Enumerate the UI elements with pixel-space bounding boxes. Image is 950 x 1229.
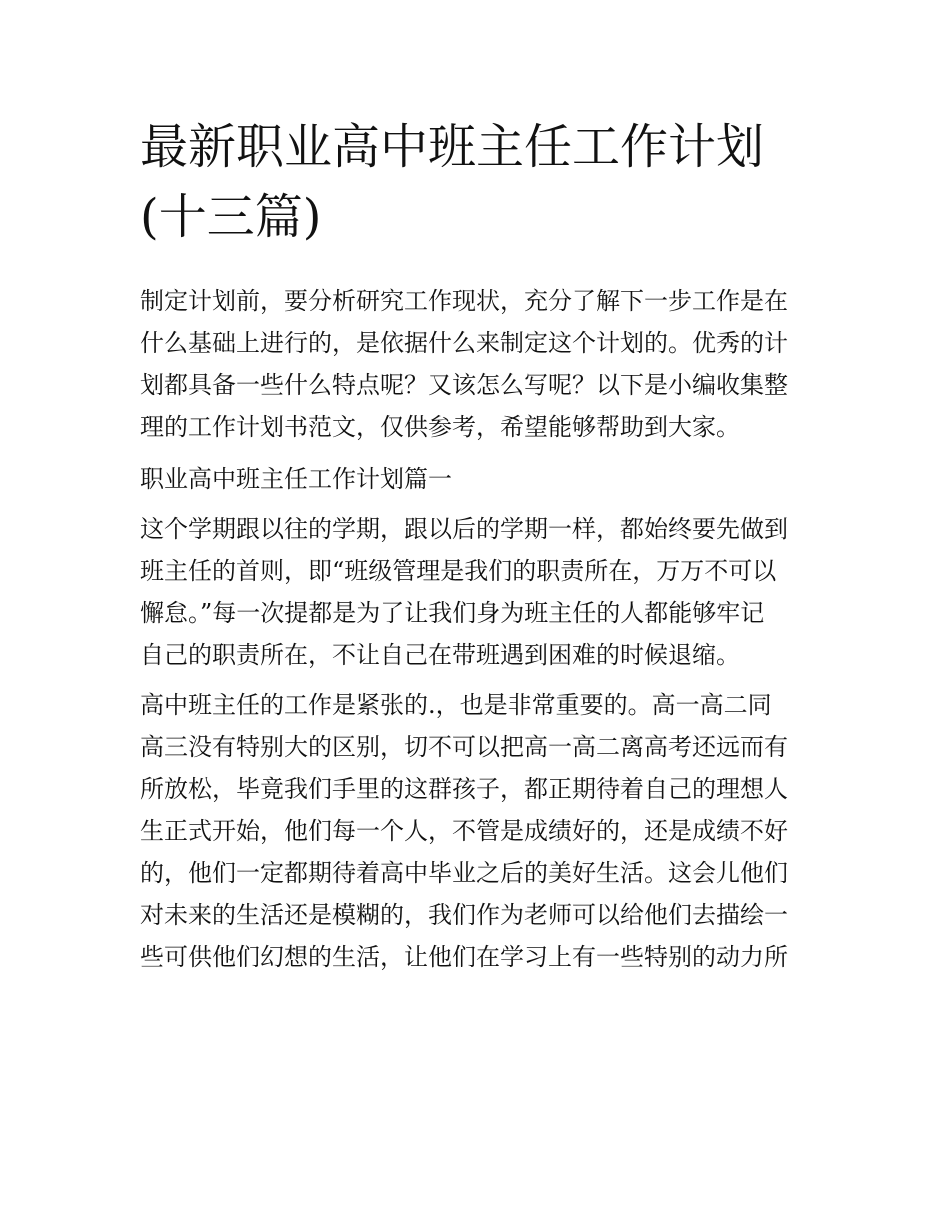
intro-line-2: 什么基础上进行的，是依据什么来制定这个计划的。优秀的计 — [140, 329, 788, 357]
paragraph2-line-5: 的，他们一定都期待着高中毕业之后的美好生活。这会儿他们 — [140, 859, 788, 887]
paragraph2-line-7: 些可供他们幻想的生活，让他们在学习上有一些特别的动力所 — [140, 943, 788, 971]
paragraph2-line-4: 生正式开始，他们每一个人，不管是成绩好的，还是成绩不好 — [140, 817, 788, 845]
paragraph1-line-2: 班主任的首则，即“班级管理是我们的职责所在，万万不可以 — [140, 557, 777, 585]
document-body — [140, 280, 820, 978]
title-line-2: (十三篇) — [140, 189, 322, 245]
intro-line-1: 制定计划前，要分析研究工作现状，充分了解下一步工作是在 — [140, 287, 788, 315]
section-heading: 职业高中班主任工作计划篇一 — [140, 465, 452, 493]
title-line-1: 最新职业高中班主任工作计划 — [140, 119, 765, 175]
paragraph2-line-6: 对未来的生活还是模糊的，我们作为老师可以给他们去描绘一 — [140, 901, 788, 929]
paragraph-1 — [140, 508, 820, 676]
paragraph1-line-4: 自己的职责所在，不让自己在带班遇到困难的时候退缩。 — [140, 641, 740, 669]
document-title — [140, 112, 820, 252]
paragraph2-line-3: 所放松，毕竟我们手里的这群孩子，都正期待着自己的理想人 — [140, 775, 788, 803]
paragraph2-line-2: 高三没有特别大的区别，切不可以把高一高二离高考还远而有 — [140, 733, 788, 761]
paragraph2-line-1: 高中班主任的工作是紧张的.，也是非常重要的。高一高二同 — [140, 691, 772, 719]
intro-paragraph — [140, 280, 820, 448]
intro-line-3: 划都具备一些什么特点呢？又该怎么写呢？以下是小编收集整 — [140, 371, 788, 399]
paragraph1-line-1: 这个学期跟以往的学期，跟以后的学期一样，都始终要先做到 — [140, 515, 788, 543]
paragraph-2 — [140, 684, 820, 978]
intro-line-4: 理的工作计划书范文，仅供参考，希望能够帮助到大家。 — [140, 413, 740, 441]
paragraph1-line-3: 懈怠。”每一次提都是为了让我们身为班主任的人都能够牢记 — [140, 599, 765, 627]
